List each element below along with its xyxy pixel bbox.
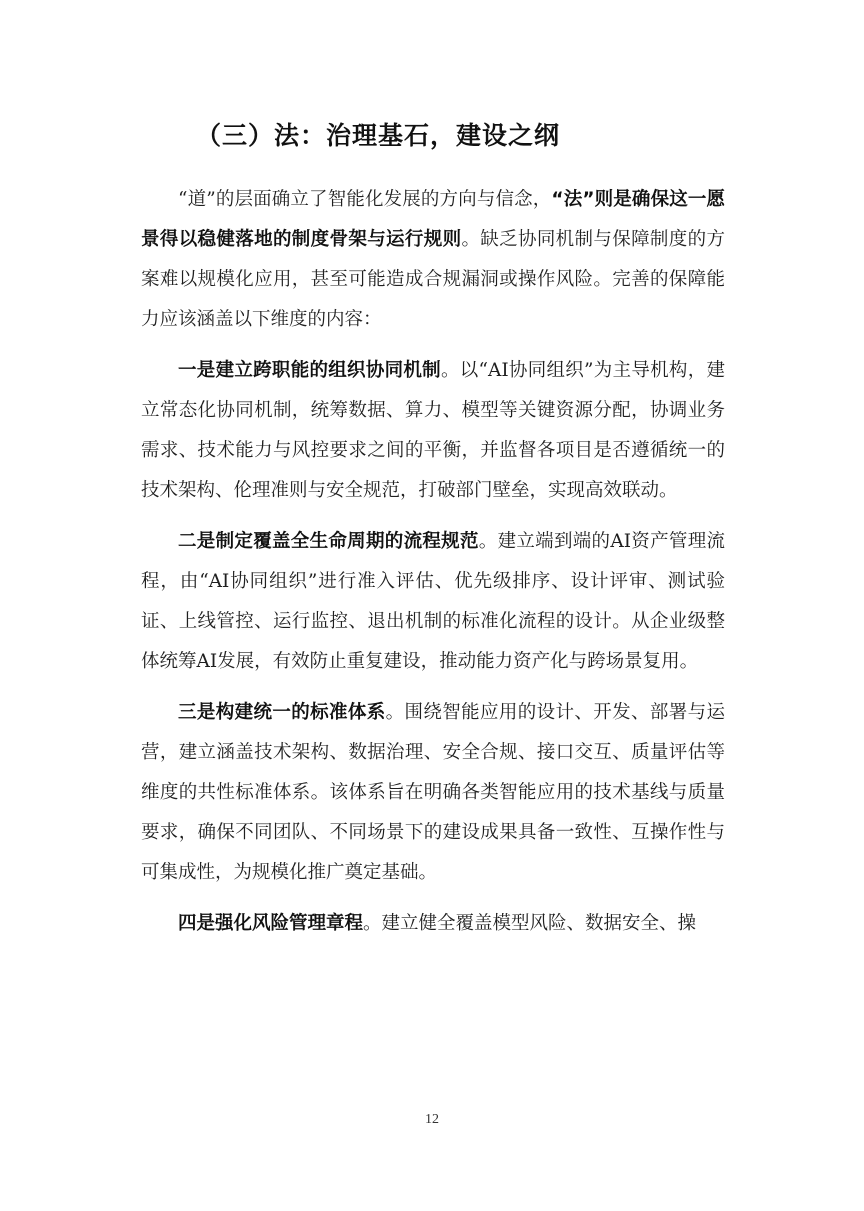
section-heading: （三）法：治理基石，建设之纲 xyxy=(196,121,561,150)
paragraph-point-4 xyxy=(141,904,725,944)
paragraph-text: 。以“AI协同组织”为主导机构，建立常态化协同机制，统筹数据、算力、模型等关键资源分配，协调业务需求、技术能力与风控要求之间的平衡，并监督各项目是否遵循统一的技术架构、伦理准则与安全规范，打破部门壁垒，实现高效联动。 xyxy=(141,360,725,501)
paragraph-bold-text: “法”则是确保这一愿景得以稳健落地的制度骨架与运行规则 xyxy=(141,189,725,250)
paragraph-bold-text: 二是制定覆盖全生命周期的流程规范 xyxy=(178,531,479,552)
paragraph-intro xyxy=(141,180,725,340)
paragraph-text: 。建立端到端的AI资产管理流程，由“AI协同组织”进行准入评估、优先级排序、设计评审、测试验证、上线管控、运行监控、退出机制的标准化流程的设计。从企业级整体统筹AI发展，有效防止重复建设，推动能力资产化与跨场景复用。 xyxy=(141,531,725,672)
paragraph-point-2 xyxy=(141,522,725,682)
page-number: 12 xyxy=(425,1112,439,1127)
paragraph-bold-text: 三是构建统一的标准体系 xyxy=(178,702,386,723)
paragraph-bold-text: 四是强化风险管理章程 xyxy=(178,913,364,934)
paragraph-text: 。缺乏协同机制与保障制度的方案难以规模化应用，甚至可能造成合规漏洞或操作风险。完善的保障能力应该涵盖以下维度的内容： xyxy=(141,229,725,330)
paragraph-point-3 xyxy=(141,693,725,893)
paragraph-point-1 xyxy=(141,351,725,511)
paragraph-text: 。围绕智能应用的设计、开发、部署与运营，建立涵盖技术架构、数据治理、安全合规、接口交互、质量评估等维度的共性标准体系。该体系旨在明确各类智能应用的技术基线与质量要求，确保不同团队、不同场景下的建设成果具备一致性、互操作性与可集成性，为规模化推广奠定基础。 xyxy=(141,702,725,883)
paragraph-text: 。建立健全覆盖模型风险、数据安全、操 xyxy=(363,913,697,934)
paragraph-bold-text: 一是建立跨职能的组织协同机制 xyxy=(178,360,441,381)
paragraph-text: “道”的层面确立了智能化发展的方向与信念， xyxy=(178,189,552,210)
document-body xyxy=(141,180,725,944)
